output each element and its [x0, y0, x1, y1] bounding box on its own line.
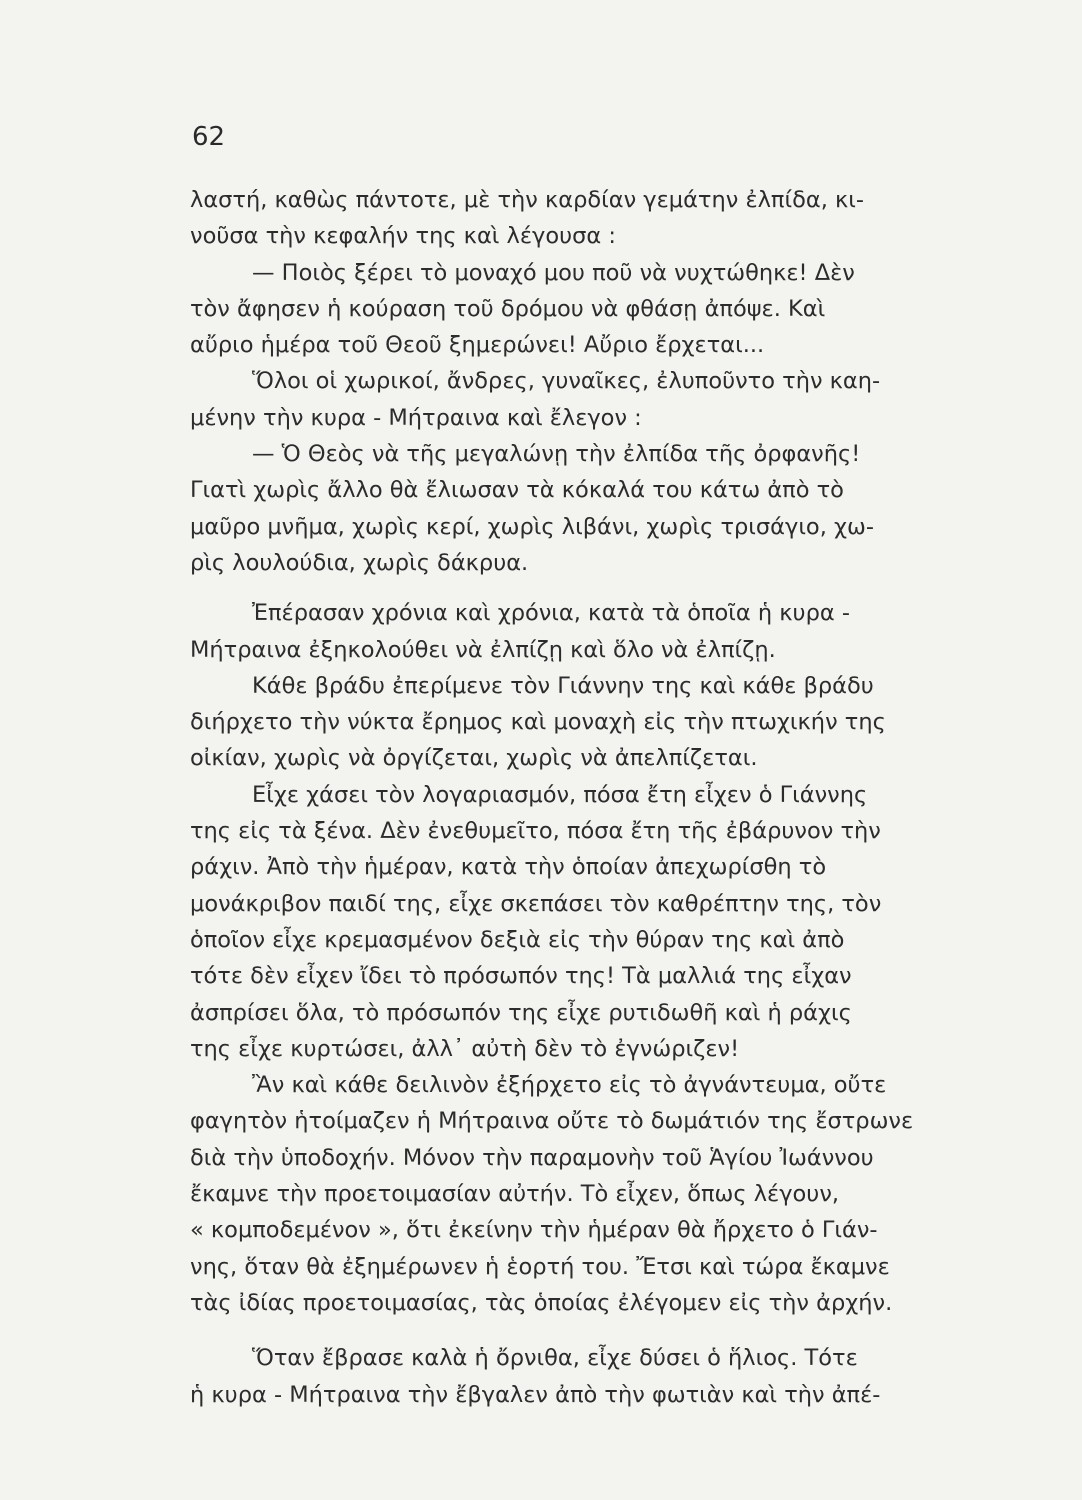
text-line: ἀσπρίσει ὅλα, τὸ πρόσωπόν της εἶχε ρυτιδωθῆ καὶ ἡ ράχις [190, 999, 852, 1026]
text-line: της εἶχε κυρτώσει, ἀλλ᾽ αὐτὴ δὲν τὸ ἐγνώριζεν! [190, 1035, 740, 1062]
text-line: τὸν ἄφησεν ἡ κούραση τοῦ δρόμου νὰ φθάσῃ ἀπόψε. Καὶ [190, 295, 826, 322]
text-line: τότε δὲν εἶχεν ἴδει τὸ πρόσωπόν της! Τὰ μαλλιά της εἶχαν [190, 963, 852, 990]
text-line: Ἐπέρασαν χρόνια καὶ χρόνια, κατὰ τὰ ὁποῖα ἡ κυρα - [252, 600, 850, 627]
page-number: 62 [192, 122, 226, 152]
text-line: — Ὁ Θεὸς νὰ τῆς μεγαλώνῃ τὴν ἐλπίδα τῆς ὀρφανῆς! [252, 441, 861, 468]
text-line: μαῦρο μνῆμα, χωρὶς κερί, χωρὶς λιβάνι, χωρὶς τρισάγιο, χω- [190, 513, 874, 540]
text-line: Εἶχε χάσει τὸν λογαριασμόν, πόσα ἔτη εἶχεν ὁ Γιάννης [252, 781, 868, 808]
text-line: Ἂν καὶ κάθε δειλινὸν ἐξήρχετο εἰς τὸ ἀγνάντευμα, οὔτε [252, 1072, 887, 1099]
text-line: της εἰς τὰ ξένα. Δὲν ἐνεθυμεῖτο, πόσα ἔτη τῆς ἐβάρυνον τὴν [190, 818, 881, 845]
text-line: τὰς ἰδίας προετοιμασίας, τὰς ὁποίας ἐλέγομεν εἰς τὴν ἀρχήν. [190, 1289, 893, 1316]
text-line: — Ποιὸς ξέρει τὸ μοναχό μου ποῦ νὰ νυχτώθηκε! Δὲν [252, 259, 855, 286]
text-line: νης, ὅταν θὰ ἐξημέρωνεν ἡ ἑορτή του. Ἔτσι καὶ τώρα ἔκαμνε [190, 1253, 890, 1280]
text-line: μένην τὴν κυρα - Μήτραινα καὶ ἔλεγον : [190, 404, 642, 431]
paragraph-gap [190, 581, 1030, 595]
text-line: λαστή, καθὼς πάντοτε, μὲ τὴν καρδίαν γεμάτην ἐλπίδα, κι- [190, 187, 864, 213]
text-line: Ὅταν ἔβρασε καλὰ ἡ ὄρνιθα, εἶχε δύσει ὁ ἥλιος. Τότε [252, 1345, 858, 1372]
text-line: διὰ τὴν ὑποδοχήν. Μόνον τὴν παραμονὴν τοῦ Ἁγίου Ἰωάννου [190, 1144, 874, 1171]
text-line: διήρχετο τὴν νύκτα ἔρημος καὶ μοναχὴ εἰς τὴν πτωχικήν της [190, 709, 886, 736]
text-line: Μήτραινα ἐξηκολούθει νὰ ἐλπίζῃ καὶ ὅλο νὰ ἐλπίζῃ. [190, 636, 776, 663]
text-line: Ὅλοι οἱ χωρικοί, ἄνδρες, γυναῖκες, ἐλυποῦντο τὴν καη- [252, 368, 881, 395]
text-line: νοῦσα τὴν κεφαλήν της καὶ λέγουσα : [190, 223, 616, 250]
text-line: φαγητὸν ἡτοίμαζεν ἡ Μήτραινα οὔτε τὸ δωμάτιόν της ἔστρωνε [190, 1108, 914, 1135]
paragraph-gap [190, 1321, 1030, 1340]
text-line: Κάθε βράδυ ἐπερίμενε τὸν Γιάννην της καὶ κάθε βράδυ [252, 672, 874, 699]
text-line: οἰκίαν, χωρὶς νὰ ὀργίζεται, χωρὶς νὰ ἀπελπίζεται. [190, 745, 758, 772]
text-line: « κομποδεμένον », ὅτι ἐκείνην τὴν ἡμέραν θὰ ἤρχετο ὁ Γιάν- [190, 1217, 878, 1244]
text-line: Γιατὶ χωρὶς ἄλλο θὰ ἔλιωσαν τὰ κόκαλά του κάτω ἀπὸ τὸ [190, 477, 844, 504]
text-line: ράχιν. Ἀπὸ τὴν ἡμέραν, κατὰ τὴν ὁποίαν ἀπεχωρίσθη τὸ [190, 854, 827, 881]
text-line: μονάκριβον παιδί της, εἶχε σκεπάσει τὸν καθρέπτην της, τὸν [190, 890, 882, 917]
text-line: ἡ κυρα - Μήτραινα τὴν ἔβγαλεν ἀπὸ τὴν φωτιὰν καὶ τὴν ἀπέ- [190, 1381, 881, 1408]
text-line: ρὶς λουλούδια, χωρὶς δάκρυα. [190, 549, 529, 576]
body-text [190, 182, 1030, 1413]
text-line: ἔκαμνε τὴν προετοιμασίαν αὐτήν. Τὸ εἶχεν, ὅπως λέγουν, [190, 1181, 840, 1208]
text-line: ὁποῖον εἶχε κρεμασμένον δεξιὰ εἰς τὴν θύραν της καὶ ἀπὸ [190, 926, 845, 953]
text-line: αὔριο ἡμέρα τοῦ Θεοῦ ξημερώνει! Αὔριο ἔρχεται... [190, 332, 765, 359]
